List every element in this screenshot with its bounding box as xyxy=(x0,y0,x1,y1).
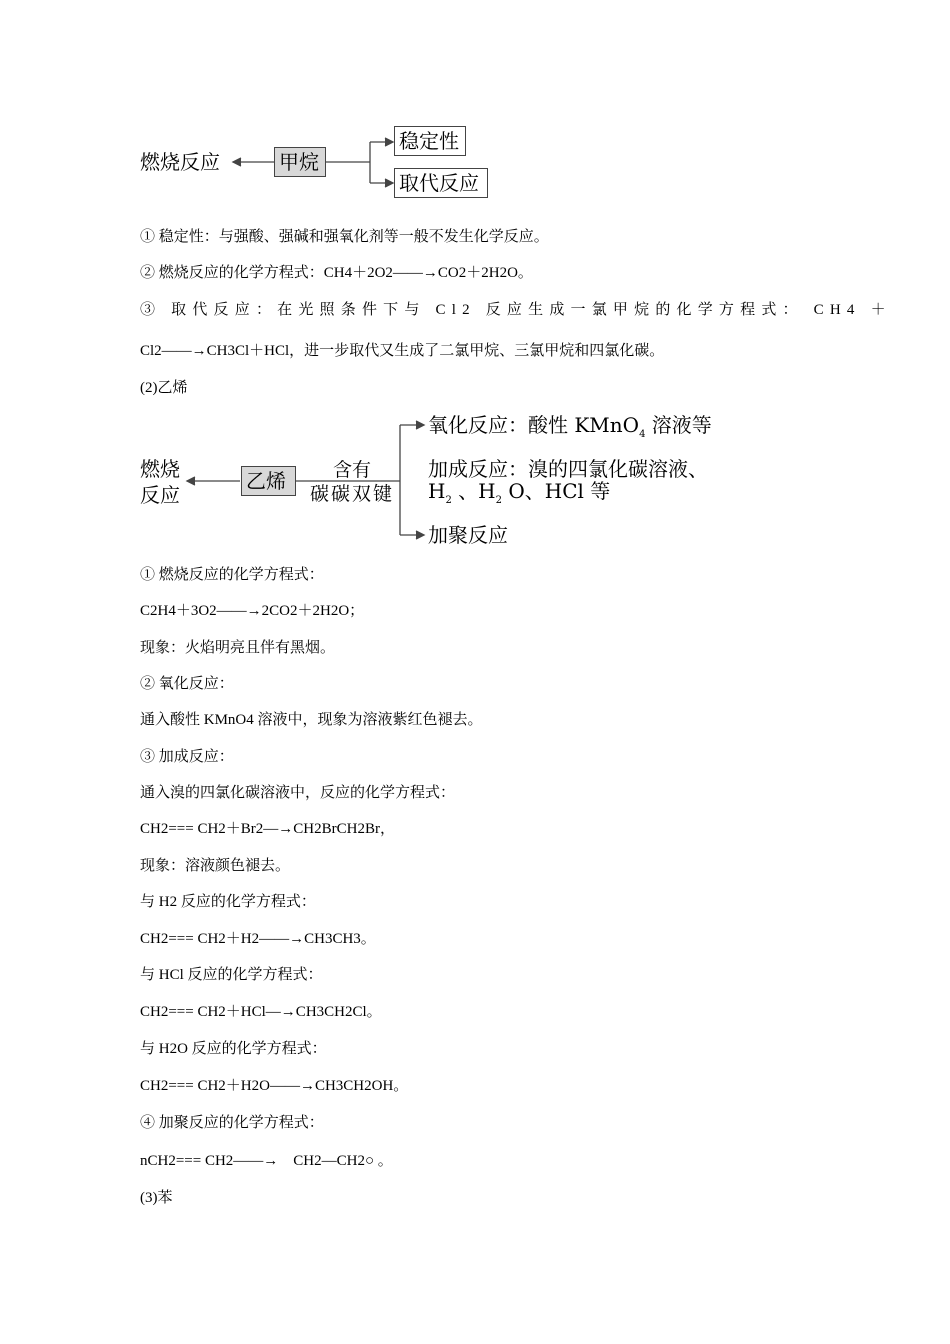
methane-stability: ① 稳定性：与强酸、强碱和强氧化剂等一般不发生化学反应。 xyxy=(140,229,549,245)
diagram2-polymerization: 加聚反应 xyxy=(428,523,508,547)
diagram1-left-label: 燃烧反应 xyxy=(140,150,220,174)
ethylene-line: ③ 加成反应： xyxy=(140,749,234,765)
diagram2-mid-top: 含有 xyxy=(333,459,372,481)
ethylene-line: 现象：火焰明亮且伴有黑烟。 xyxy=(140,640,336,656)
ethylene-line: CH2=== CH2＋Br2—→CH2BrCH2Br， xyxy=(140,821,395,837)
methane-substitution: ③ 取代反应：在光照条件下与 Cl2 反应生成一氯甲烷的化学方程式： CH4 ＋ xyxy=(140,302,892,318)
diagram2-addition-reagents: $H_2$ 、$H_2$ O、HCl 等 xyxy=(428,479,611,506)
ethylene-line: CH2=== CH2＋H2O——→CH3CH2OH。 xyxy=(140,1078,409,1094)
diagram2-left-label-1: 燃烧 xyxy=(140,457,180,481)
ethylene-line: ② 氧化反应： xyxy=(140,676,234,692)
diagram2-oxidation: 氧化反应：酸性 KMnO$_4$ 溶液等 xyxy=(428,413,712,440)
diagram2-center-label: 乙烯 xyxy=(246,469,286,493)
ethylene-line: CH2=== CH2＋HCl—→CH3CH2Cl。 xyxy=(140,1004,382,1020)
diagram2-addition: 加成反应：溴的四氯化碳溶液、 xyxy=(428,457,708,481)
section-benzene-heading: (3)苯 xyxy=(140,1190,173,1206)
methane-combustion: ② 燃烧反应的化学方程式：CH4＋2O2——→CO2＋2H2O。 xyxy=(140,265,533,281)
ethylene-line: CH2=== CH2＋H2——→CH3CH3。 xyxy=(140,931,376,947)
methane-substitution-cont: Cl2——→CH3Cl＋HCl，进一步取代又生成了二氯甲烷、三氯甲烷和四氯化碳。 xyxy=(140,343,665,359)
diagram2-left-label-2: 反应 xyxy=(140,483,180,507)
diagram2-mid-bottom: 碳碳双键 xyxy=(310,483,395,505)
ethylene-line: C2H4＋3O2——→2CO2＋2H2O； xyxy=(140,603,365,619)
ethylene-line: 与 H2 反应的化学方程式： xyxy=(140,894,316,910)
ethylene-line: 通入酸性 KMnO4 溶液中，现象为溶液紫红色褪去。 xyxy=(140,712,483,728)
ethylene-line: ① 燃烧反应的化学方程式： xyxy=(140,567,324,583)
ethylene-line: 与 HCl 反应的化学方程式： xyxy=(140,967,323,983)
ethylene-line: 与 H2O 反应的化学方程式： xyxy=(140,1041,327,1057)
ethylene-line: 通入溴的四氯化碳溶液中，反应的化学方程式： xyxy=(140,785,456,801)
section-ethylene-heading: (2)乙烯 xyxy=(140,380,188,396)
diagram1-center-label: 甲烷 xyxy=(279,150,319,174)
ethylene-line: nCH2=== CH2——→ CH2—CH2○ 。 xyxy=(140,1153,393,1169)
ethylene-line: 现象：溶液颜色褪去。 xyxy=(140,858,291,874)
ethylene-line: ④ 加聚反应的化学方程式： xyxy=(140,1115,324,1131)
diagram1-bottom-label: 取代反应 xyxy=(399,171,479,195)
diagram1-top-label: 稳定性 xyxy=(399,129,459,153)
